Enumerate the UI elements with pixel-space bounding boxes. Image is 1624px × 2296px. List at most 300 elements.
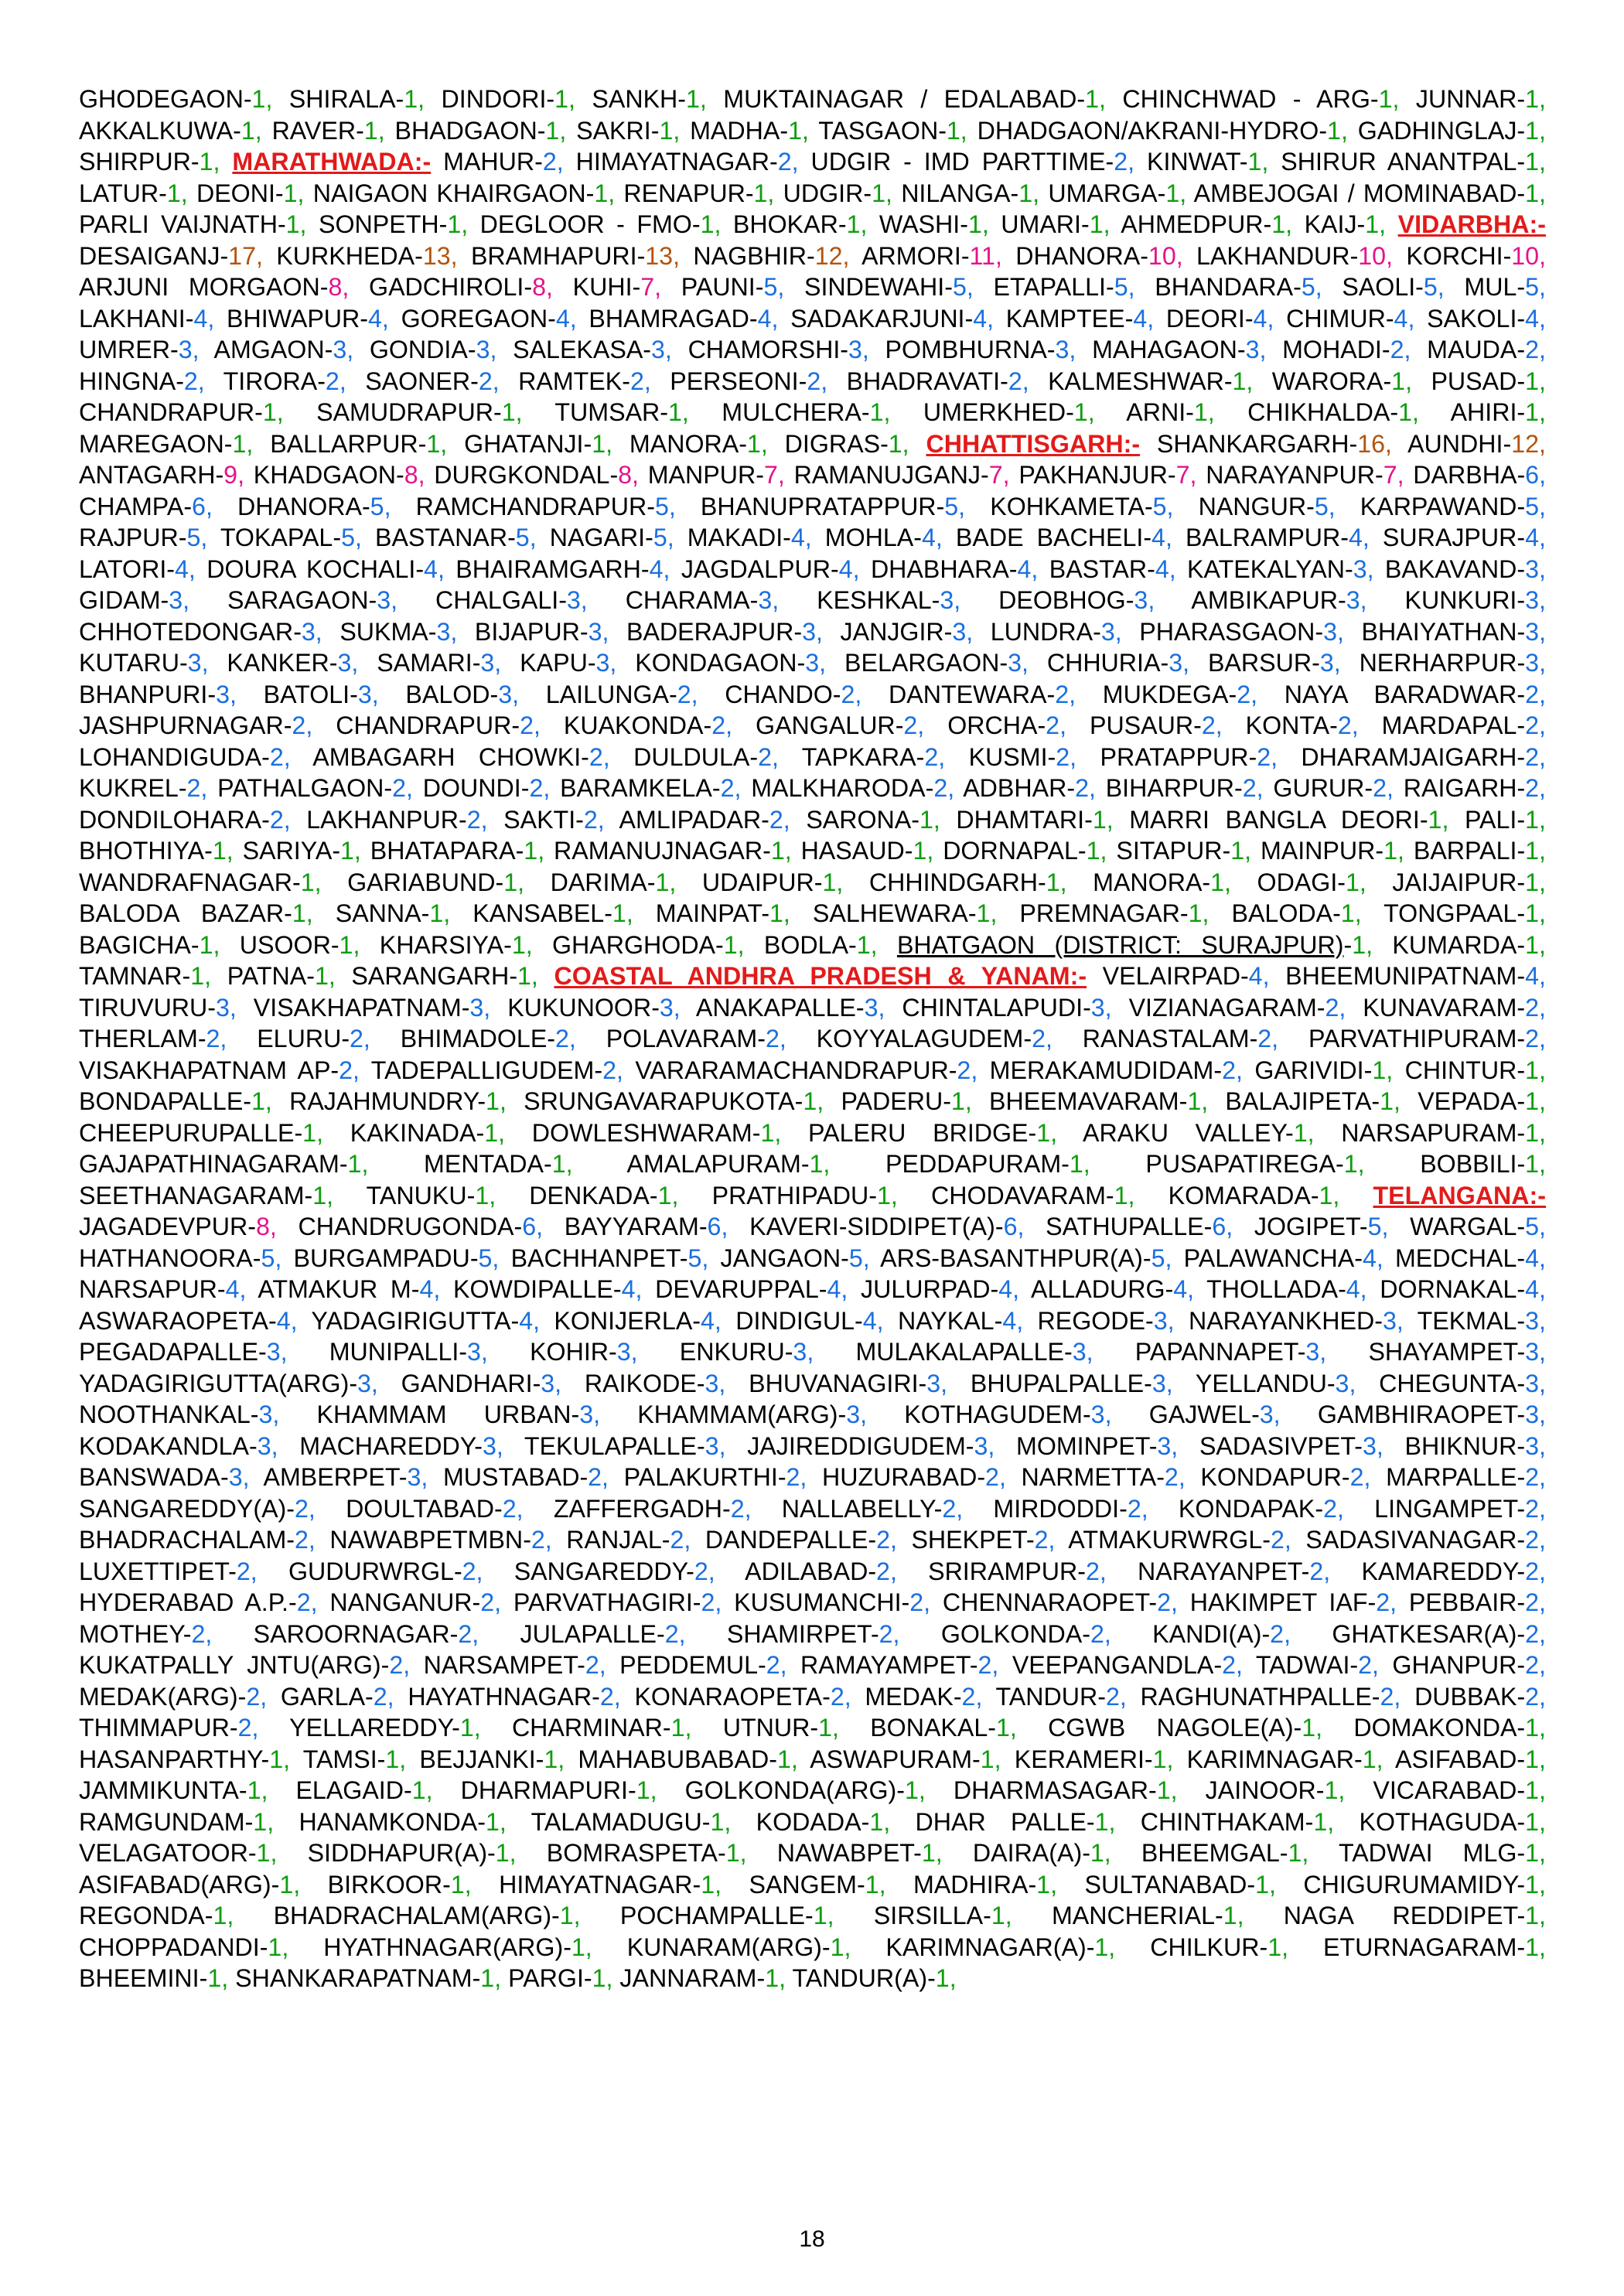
station-entry: GURUR-2, bbox=[1273, 774, 1394, 802]
page-number: 18 bbox=[799, 2226, 825, 2252]
station-name: BELARGAON bbox=[844, 649, 1000, 677]
station-count: 4, bbox=[757, 304, 779, 333]
station-count: 2, bbox=[1114, 148, 1135, 176]
station-count: 1, bbox=[1525, 930, 1546, 959]
station-name: KOMARADA bbox=[1168, 1181, 1311, 1209]
station-count: 4, bbox=[1173, 1275, 1195, 1303]
station-count: 4, bbox=[368, 304, 389, 333]
station-entry: SARONA-1, bbox=[806, 805, 940, 834]
station-name: KHAMMAM(ARG) bbox=[637, 1400, 838, 1428]
station-count: 3, bbox=[1151, 1369, 1173, 1397]
station-count: 1, bbox=[1372, 1056, 1394, 1084]
station-entry: BHANPURI-3, bbox=[79, 680, 237, 708]
station-entry: TAPKARA-2, bbox=[801, 742, 946, 771]
station-entry: BURGAMPADU-5, bbox=[293, 1244, 500, 1272]
station-entry: VICARABAD-1, bbox=[1373, 1776, 1546, 1804]
station-name: BHUVANAGIRI bbox=[749, 1369, 919, 1397]
station-count: 1, bbox=[1187, 1087, 1209, 1115]
station-entry: KODAKANDLA-3, bbox=[79, 1431, 278, 1460]
station-count: 3, bbox=[758, 586, 780, 614]
station-entry: WARGAL-5, bbox=[1410, 1213, 1546, 1240]
station-entry: NAWABPET-1, bbox=[776, 1839, 943, 1867]
station-name: AMBERPET bbox=[263, 1463, 399, 1491]
station-count: 1, bbox=[1345, 868, 1366, 896]
station-count: 4, bbox=[838, 554, 860, 583]
station-name: ADILABAD bbox=[745, 1557, 868, 1585]
station-entry: SATHUPALLE-6, bbox=[1046, 1213, 1233, 1240]
station-count: 4, bbox=[1002, 1306, 1024, 1335]
station-entry: DHARMAPURI-1, bbox=[460, 1776, 657, 1804]
station-entry: ARS-BASANTHPUR(A)-5, bbox=[880, 1244, 1172, 1272]
station-entry: PADERU-1, bbox=[841, 1087, 972, 1115]
station-count: 1, bbox=[251, 1087, 272, 1115]
station-count: 1, bbox=[935, 1964, 957, 1992]
station-entry: PARGI-1, bbox=[508, 1964, 613, 1992]
station-count: 2, bbox=[389, 1651, 411, 1679]
station-count: 3, bbox=[659, 993, 681, 1022]
station-count: 2, bbox=[1257, 742, 1278, 771]
station-count: 3, bbox=[940, 586, 961, 614]
station-entry: VEEPANGANDLA-2, bbox=[1012, 1651, 1243, 1679]
station-count: 2, bbox=[292, 711, 313, 739]
station-name: GADCHIROLI bbox=[369, 273, 524, 301]
station-entry: CGWB NAGOLE(A)-1, bbox=[1048, 1714, 1323, 1742]
station-entry: ATMAKUR M-4, bbox=[258, 1275, 441, 1303]
station-count: 1, bbox=[485, 1807, 507, 1836]
station-count: 2, bbox=[876, 1526, 897, 1554]
station-entry: KAMAREDDY-2, bbox=[1361, 1557, 1546, 1585]
station-count: 3, bbox=[187, 649, 209, 677]
station-count: 2, bbox=[977, 1651, 999, 1679]
station-entry: SRUNGAVARAPUKOTA-1, bbox=[524, 1087, 824, 1115]
station-count: 1, bbox=[1085, 85, 1106, 113]
station-entry: BHAIYATHAN-3, bbox=[1361, 617, 1546, 646]
station-entry: TIRORA-2, bbox=[223, 367, 346, 395]
station-entry: TADWAI MLG-1, bbox=[1338, 1839, 1546, 1867]
station-name: SONPETH bbox=[319, 210, 439, 238]
station-entry: SARIYA-1, bbox=[242, 837, 361, 865]
station-name: BALRAMPUR bbox=[1185, 524, 1341, 551]
station-name: SALEKASA bbox=[513, 336, 643, 363]
station-count: 7, bbox=[988, 461, 1010, 489]
station-entry: KHARSIYA-1, bbox=[379, 930, 533, 959]
station-count: 1, bbox=[447, 210, 469, 238]
station-entry: UMERKHED-1, bbox=[923, 398, 1095, 426]
station-entry: AKKALKUWA-1, bbox=[79, 116, 262, 145]
station-entry: NAGA REDDIPET-1, bbox=[1283, 1902, 1546, 1929]
station-entry: CHANDRUGONDA-6, bbox=[298, 1213, 544, 1240]
station-name: AMBEJOGAI / MOMINABAD bbox=[1193, 179, 1517, 207]
station-entry: ETURNAGARAM-1, bbox=[1323, 1933, 1546, 1961]
station-entry: SARAGAON-3, bbox=[227, 586, 398, 614]
station-count: 1, bbox=[1302, 1714, 1323, 1742]
station-entry: KURKHEDA-13, bbox=[276, 241, 458, 270]
station-entry: MOHLA-4, bbox=[824, 524, 943, 551]
station-name: SURAJPUR bbox=[1382, 524, 1517, 551]
station-count: 1, bbox=[1525, 1087, 1546, 1115]
station-count: 3, bbox=[566, 586, 588, 614]
station-name: JAGADEVPUR bbox=[79, 1213, 248, 1240]
station-name: SHIRUR ANANTPAL bbox=[1281, 148, 1517, 176]
station-entry: KHAMMAM(ARG)-3, bbox=[637, 1400, 868, 1428]
station-entry: SHEKPET-2, bbox=[911, 1526, 1056, 1554]
station-count: 3, bbox=[579, 1400, 601, 1428]
station-count: 1, bbox=[253, 1807, 275, 1836]
station-entry: UMARI-1, bbox=[1001, 210, 1111, 238]
station-entry: DURGKONDAL-8, bbox=[434, 461, 640, 489]
station-count: 3, bbox=[541, 1369, 562, 1397]
station-count: 2, bbox=[1325, 993, 1346, 1022]
station-count: 5, bbox=[1525, 1213, 1546, 1240]
station-name: SAROORNAGAR bbox=[253, 1619, 450, 1648]
station-entry: ADBHAR-2, bbox=[963, 774, 1096, 802]
station-entry: BRAMHAPURI-13, bbox=[470, 241, 681, 270]
station-count: 1, bbox=[503, 868, 525, 896]
station-name: UDGIR - IMD PARTTIME bbox=[810, 148, 1106, 176]
station-entry: DHAMTARI-1, bbox=[956, 805, 1114, 834]
station-entry: HIMAYATNAGAR-2, bbox=[575, 148, 799, 176]
station-entry: RAIKODE-3, bbox=[584, 1369, 726, 1397]
station-name: KUKREL bbox=[79, 774, 179, 802]
station-entry: ADILABAD-2, bbox=[745, 1557, 897, 1585]
station-entry: DARBHA-6, bbox=[1413, 461, 1546, 489]
station-name: PERSEONI bbox=[670, 367, 799, 395]
station-entry: BHOKAR-1, bbox=[732, 210, 868, 238]
station-name: ASIFABAD bbox=[1394, 1745, 1517, 1773]
station-count: 5, bbox=[1301, 273, 1322, 301]
station-name: MOHADI bbox=[1282, 336, 1382, 363]
station-name: SRIRAMPUR bbox=[928, 1557, 1078, 1585]
station-count: 2, bbox=[903, 711, 925, 739]
station-name: SULTANABAD bbox=[1084, 1870, 1247, 1899]
station-count: 3, bbox=[467, 1338, 488, 1366]
station-name: KOTHAGUDEM bbox=[904, 1400, 1083, 1428]
station-name: SANGAREDDY(A) bbox=[79, 1494, 287, 1523]
station-name: MULAKALAPALLE bbox=[855, 1338, 1065, 1366]
station-name: GOREGAON bbox=[401, 304, 548, 333]
station-entry: WANDRAFNAGAR-1, bbox=[79, 868, 322, 896]
station-name: RAGHUNATHPALLE bbox=[1140, 1682, 1372, 1711]
station-count: 3, bbox=[377, 586, 398, 614]
station-entry: ARNI-1, bbox=[1126, 398, 1215, 426]
station-count: 1, bbox=[1036, 1870, 1058, 1899]
station-name: RAMGUNDAM bbox=[79, 1807, 245, 1836]
station-name: MANORA bbox=[629, 429, 739, 458]
station-entry: YELLANDU-3, bbox=[1195, 1369, 1356, 1397]
station-entry: SULTANABAD-1, bbox=[1084, 1870, 1276, 1899]
station-entry: KAVERI-SIDDIPET(A)-6, bbox=[749, 1213, 1025, 1240]
station-name: JULURPAD bbox=[860, 1275, 991, 1303]
station-name: CHALGALI bbox=[435, 586, 559, 614]
station-entry: BHUVANAGIRI-3, bbox=[749, 1369, 948, 1397]
station-name: NARSAPUR bbox=[79, 1275, 217, 1303]
station-count: 1, bbox=[1210, 868, 1231, 896]
station-entry: BHEEMUNIPATNAM-4, bbox=[1285, 962, 1546, 990]
station-count: 2, bbox=[295, 1494, 316, 1523]
station-name: SARAGAON bbox=[227, 586, 369, 614]
station-entry: KOYYALAGUDEM-2, bbox=[816, 1025, 1053, 1052]
station-entry: UDGIR - IMD PARTTIME-2, bbox=[810, 148, 1135, 176]
station-entry: KUMARDA-1, bbox=[1392, 930, 1546, 959]
station-entry: YADAGIRIGUTTA-4, bbox=[311, 1306, 541, 1335]
station-entry: PAUNI-5, bbox=[681, 273, 785, 301]
station-count: 1, bbox=[247, 1776, 268, 1804]
region-header: CHHATTISGARH:- bbox=[926, 429, 1141, 458]
station-count: 1, bbox=[207, 1964, 229, 1992]
station-count: 1, bbox=[1525, 1870, 1546, 1899]
station-name: ORCHA bbox=[947, 711, 1038, 739]
station-count: 3, bbox=[1245, 336, 1267, 363]
station-entry: BHATGAON (DISTRICT: SURAJPUR)-1, bbox=[896, 930, 1373, 959]
station-name: GUDURWRGL bbox=[288, 1557, 454, 1585]
station-name: DARBHA bbox=[1413, 461, 1517, 489]
station-count: 4, bbox=[1151, 524, 1172, 551]
station-entry: JAIJAIPUR-1, bbox=[1392, 868, 1546, 896]
station-name: BHAIYATHAN bbox=[1361, 617, 1517, 646]
station-entry: ELAGAID-1, bbox=[295, 1776, 433, 1804]
station-count: 2, bbox=[531, 1526, 552, 1554]
station-entry: AMBAGARH CHOWKI-2, bbox=[312, 742, 610, 771]
station-name: SANNA bbox=[335, 899, 421, 927]
station-entry: TADWAI-2, bbox=[1255, 1651, 1379, 1679]
station-entry: MUKDEGA-2, bbox=[1102, 680, 1258, 708]
station-entry: CHINTALAPUDI-3, bbox=[902, 993, 1112, 1022]
station-name: NAGBHIR bbox=[693, 241, 807, 270]
station-count: 5, bbox=[1367, 1213, 1389, 1240]
station-name: KESHKAL bbox=[817, 586, 932, 614]
station-entry: SHAMIRPET-2, bbox=[726, 1619, 900, 1648]
station-entry: SAMUDRAPUR-1, bbox=[316, 398, 523, 426]
station-name: NARAYANPUR bbox=[1206, 461, 1375, 489]
station-entry: MAHAGAON-3, bbox=[1092, 336, 1267, 363]
station-entry: PEGADAPALLE-3, bbox=[79, 1338, 288, 1366]
station-count: 4, bbox=[1248, 962, 1270, 990]
station-count: 5, bbox=[1525, 492, 1546, 520]
station-entry: GADHINGLAJ-1, bbox=[1357, 116, 1546, 145]
station-name: REGODE bbox=[1037, 1306, 1146, 1335]
station-count: 2, bbox=[1127, 1494, 1148, 1523]
station-name: JANNARAM bbox=[619, 1964, 757, 1992]
station-count: 2, bbox=[924, 742, 946, 771]
station-name: DHANORA bbox=[237, 492, 362, 520]
station-name: SARIYA bbox=[242, 837, 333, 865]
station-name: THOLLADA bbox=[1206, 1275, 1339, 1303]
station-count: 1, bbox=[166, 179, 188, 207]
station-count: 1, bbox=[976, 899, 998, 927]
station-name: KOTHAGUDA bbox=[1359, 1807, 1517, 1836]
station-name: GIDAM bbox=[79, 586, 161, 614]
station-name: BHIWAPUR bbox=[227, 304, 360, 333]
station-entry: DEOBHOG-3, bbox=[998, 586, 1155, 614]
station-count: 1, bbox=[480, 1964, 502, 1992]
station-name: BALODA bbox=[1231, 899, 1333, 927]
station-name: KONTA bbox=[1245, 711, 1330, 739]
station-count: 2, bbox=[206, 1025, 227, 1052]
station-entry: SHIRUR ANANTPAL-1, bbox=[1281, 148, 1546, 176]
station-count: 1, bbox=[283, 179, 305, 207]
station-entry: DORNAPAL-1, bbox=[943, 837, 1107, 865]
station-entry: BAGICHA-1, bbox=[79, 930, 220, 959]
station-name: KUKUNOOR bbox=[507, 993, 652, 1022]
station-entry: HINGNA-2, bbox=[79, 367, 205, 395]
station-name: DEORI bbox=[1165, 304, 1245, 333]
station-entry: KUNAVARAM-2, bbox=[1363, 993, 1546, 1022]
station-name: KUNKURI bbox=[1404, 586, 1517, 614]
station-entry: BARPALI-1, bbox=[1413, 837, 1546, 865]
station-count: 6, bbox=[1525, 461, 1546, 489]
station-entry: BIJAPUR-3, bbox=[474, 617, 609, 646]
station-entry: GOREGAON-4, bbox=[401, 304, 577, 333]
station-count: 1, bbox=[1152, 1745, 1174, 1773]
station-count: 8, bbox=[404, 461, 425, 489]
station-count: 3, bbox=[651, 336, 672, 363]
station-name: MARDAPAL bbox=[1381, 711, 1517, 739]
station-count: 3, bbox=[952, 617, 974, 646]
station-name: POLAVARAM bbox=[606, 1025, 758, 1052]
station-count: 1, bbox=[1398, 398, 1419, 426]
station-count: 2, bbox=[458, 1619, 479, 1648]
station-count: 1, bbox=[269, 1745, 291, 1773]
station-entry: AMALAPURAM-1, bbox=[626, 1150, 831, 1178]
station-count: 5, bbox=[478, 1244, 500, 1272]
station-name: DHARMAPURI bbox=[460, 1776, 628, 1804]
station-name: BODLA bbox=[763, 930, 849, 959]
station-count: 2, bbox=[191, 1619, 213, 1648]
station-name: TUMSAR bbox=[554, 398, 660, 426]
station-name: BHADRACHALAM bbox=[79, 1526, 287, 1554]
station-entry: NARSAPUR-4, bbox=[79, 1275, 247, 1303]
station-name: DHARAMJAIGARH bbox=[1301, 742, 1517, 771]
station-name: REGONDA bbox=[79, 1902, 205, 1929]
station-count: 1, bbox=[545, 116, 567, 145]
station-entry: KAIJ-1, bbox=[1304, 210, 1387, 238]
station-name: GONDIA bbox=[369, 336, 468, 363]
station-count: 1, bbox=[312, 1181, 334, 1209]
station-entry: LUNDRA-3, bbox=[990, 617, 1122, 646]
station-count: 4, bbox=[555, 304, 577, 333]
station-entry: AMBERPET-3, bbox=[263, 1463, 428, 1491]
station-name: BANSWADA bbox=[79, 1463, 221, 1491]
station-name: ZAFFERGADH bbox=[553, 1494, 722, 1523]
station-count: 2, bbox=[1525, 1588, 1546, 1616]
station-name: SHAYAMPET bbox=[1368, 1338, 1517, 1366]
station-count: 2, bbox=[694, 1557, 715, 1585]
station-name: BACHHANPET bbox=[510, 1244, 680, 1272]
station-name: NARSAMPET bbox=[423, 1651, 578, 1679]
station-count: 1, bbox=[385, 1745, 407, 1773]
station-count: 4, bbox=[1394, 304, 1415, 333]
station-count: 1, bbox=[1525, 1776, 1546, 1804]
station-entry: BHUPALPALLE-3, bbox=[970, 1369, 1173, 1397]
station-name: LAKHANPUR bbox=[306, 805, 459, 834]
station-name: JUNNAR bbox=[1415, 85, 1517, 113]
station-count: 2, bbox=[1270, 1526, 1291, 1554]
station-count: 1, bbox=[339, 930, 360, 959]
station-name: PALAWANCHA bbox=[1183, 1244, 1355, 1272]
station-name: MAHUR bbox=[443, 148, 535, 176]
station-name: GANGALUR bbox=[756, 711, 896, 739]
station-entry: PUSAD-1, bbox=[1431, 367, 1546, 395]
station-name: BOMRASPETA bbox=[546, 1839, 718, 1867]
station-count: 1, bbox=[426, 429, 448, 458]
station-entry: JASHPURNAGAR-2, bbox=[79, 711, 313, 739]
station-name: DUBBAK bbox=[1414, 1682, 1517, 1711]
station-count: 3, bbox=[1363, 1431, 1383, 1460]
station-count: 1, bbox=[1223, 1902, 1244, 1929]
station-count: 2, bbox=[502, 1494, 524, 1523]
station-entry: MAINPUR-1, bbox=[1260, 837, 1404, 865]
station-entry: KALMESHWAR-1, bbox=[1048, 367, 1254, 395]
station-entry: JANNARAM-1, bbox=[619, 1964, 786, 1992]
station-name: SATHUPALLE bbox=[1046, 1213, 1204, 1240]
station-count: 2, bbox=[1525, 1025, 1546, 1052]
station-entry: BHANUPRATAPPUR-5, bbox=[700, 492, 966, 520]
station-entry: VEPADA-1, bbox=[1418, 1087, 1546, 1115]
station-name: JASHPURNAGAR bbox=[79, 711, 284, 739]
station-count: 3, bbox=[1525, 1306, 1546, 1335]
station-name: YELLANDU bbox=[1195, 1369, 1327, 1397]
station-entry: KANSABEL-1, bbox=[473, 899, 633, 927]
station-name: KONDAPAK bbox=[1178, 1494, 1315, 1523]
station-name: AMBAGARH CHOWKI bbox=[312, 742, 582, 771]
station-name: DEVARUPPAL bbox=[655, 1275, 819, 1303]
station-count: 7, bbox=[1383, 461, 1404, 489]
station-count: 2, bbox=[664, 1619, 686, 1648]
station-count: 2, bbox=[555, 1025, 576, 1052]
station-count: 4, bbox=[1525, 304, 1546, 333]
station-entry: SINDEWAHI-5, bbox=[804, 273, 974, 301]
station-count: 1, bbox=[1383, 837, 1404, 865]
station-count: 3, bbox=[1157, 1431, 1179, 1460]
station-count: 2, bbox=[1525, 1682, 1546, 1711]
station-count: 1, bbox=[636, 1776, 657, 1804]
station-entry: MARRI BANGLA DEORI-1, bbox=[1129, 805, 1449, 834]
station-name: MEDCHAL bbox=[1395, 1244, 1517, 1272]
station-count: 2, bbox=[1323, 1494, 1344, 1523]
station-name: KUNAVARAM bbox=[1363, 993, 1517, 1022]
station-rainfall-list bbox=[79, 84, 1546, 2226]
station-count: 1, bbox=[1525, 1933, 1546, 1961]
station-entry: KARIMNAGAR-1, bbox=[1186, 1745, 1383, 1773]
station-entry: BHIKNUR-3, bbox=[1404, 1431, 1546, 1460]
station-entry: NERHARPUR-3, bbox=[1359, 649, 1546, 677]
station-name: VISAKHAPATNAM bbox=[253, 993, 462, 1022]
station-entry: ENKURU-3, bbox=[679, 1338, 814, 1366]
station-name: KODADA bbox=[756, 1807, 861, 1836]
station-count: 3, bbox=[498, 680, 520, 708]
station-count: 2, bbox=[183, 367, 205, 395]
station-count: 1, bbox=[1525, 1056, 1546, 1084]
station-name: THIMMAPUR bbox=[79, 1714, 230, 1742]
station-name: BASTAR bbox=[1049, 554, 1148, 583]
station-entry: PATNA-1, bbox=[227, 962, 336, 990]
station-name: DANTEWARA bbox=[889, 680, 1047, 708]
station-entry: PREMNAGAR-1, bbox=[1019, 899, 1209, 927]
station-entry: RAMANUJGANJ-7, bbox=[793, 461, 1010, 489]
station-entry: DHARMASAGAR-1, bbox=[953, 1776, 1178, 1804]
station-entry: KUHI-7, bbox=[572, 273, 662, 301]
station-count: 3, bbox=[1525, 1431, 1546, 1460]
station-name: BALOD bbox=[405, 680, 490, 708]
station-name: JANJGIR bbox=[840, 617, 944, 646]
station-count: 2, bbox=[1085, 1557, 1107, 1585]
station-name: JAMMIKUNTA bbox=[79, 1776, 239, 1804]
station-count: 5, bbox=[261, 1244, 282, 1272]
station-name: ARMORI bbox=[861, 241, 961, 270]
station-entry: CHEGUNTA-3, bbox=[1379, 1369, 1546, 1397]
station-entry: KESHKAL-3, bbox=[817, 586, 961, 614]
station-entry: CHANDO-2, bbox=[725, 680, 862, 708]
